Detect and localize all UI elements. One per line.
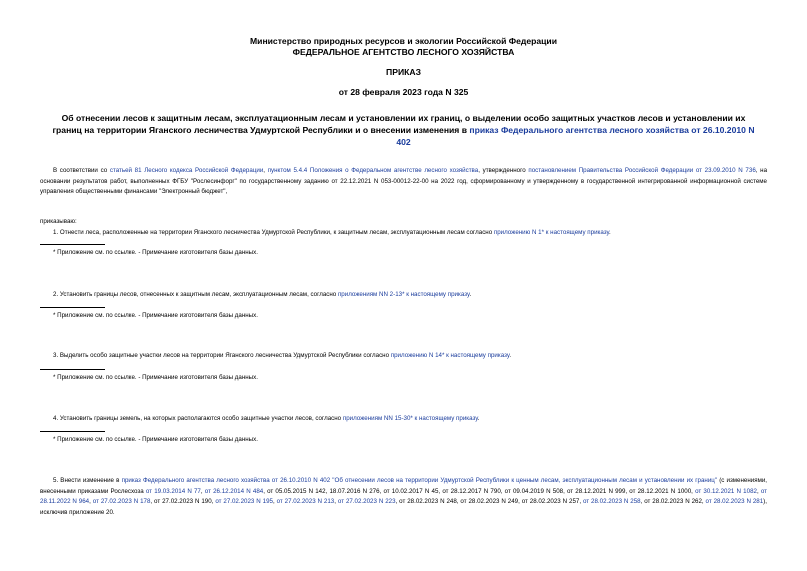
item-text: , от 28.02.2023 N 248, от 28.02.2023 N 249, от 28.02.2023 N 257, xyxy=(395,498,583,506)
item-text: , xyxy=(334,498,338,506)
amendment-link[interactable]: от 28.11.2022 N 964 xyxy=(40,487,767,506)
item-text: 2. Установить границы лесов, отнесенных к защитным лесам, эксплуатационным лесам, согласно xyxy=(53,291,338,298)
amendment-link[interactable]: от 27.02.2023 N 213 xyxy=(276,498,335,506)
order-word: приказываю: xyxy=(40,218,77,225)
item-text: ), исключив приложение 20. xyxy=(40,498,767,516)
amendment-link[interactable]: от 27.02.2023 N 195 xyxy=(215,498,273,506)
ministry-name: Министерство природных ресурсов и экологии Российской Федерации xyxy=(250,36,557,46)
preamble-text: , xyxy=(263,167,268,174)
footnote-separator xyxy=(40,431,105,432)
government-resolution-link[interactable]: постановлением Правительства Российской Федерации от 23.09.2010 N 736 xyxy=(528,167,756,174)
preamble-paragraph xyxy=(40,166,767,198)
amendment-link[interactable]: от 28.02.2023 N 258 xyxy=(582,498,641,506)
footnote-separator xyxy=(40,307,105,308)
item-text: . xyxy=(608,229,611,236)
item-text: (с изменениями, внесенными приказами Рослесхоза xyxy=(40,477,768,495)
item-text: , xyxy=(89,498,93,506)
item-text: . xyxy=(469,291,472,298)
item-text: . xyxy=(509,352,512,359)
item-text: , xyxy=(756,487,761,495)
appendices-2-13-link[interactable]: приложениям NN 2-13* к настоящему приказу xyxy=(337,291,470,298)
title-line-2: границ на территории Яганского лесничества Удмуртской Республики и о внесении изменения в xyxy=(52,125,470,135)
amendment-link[interactable]: от 19.03.2014 N 77 xyxy=(145,487,201,495)
amendment-link[interactable]: от 26.12.2014 N 484 xyxy=(204,487,264,495)
preamble-text: , утвержденного xyxy=(478,167,529,174)
document-title xyxy=(40,112,767,148)
footnote: * Приложение см. по ссылке. - Примечание изготовителя базы данных. xyxy=(53,312,258,319)
forest-code-link[interactable]: статьей 81 Лесного кодекса Российской Федерации xyxy=(109,167,264,174)
item-text: 3. Выделить особо защитные участки лесов на территории Яганского лесничества Удмуртской Республики согласно xyxy=(53,352,391,359)
item-text: , от 27.02.2023 N 190, xyxy=(150,498,216,506)
footnote: * Приложение см. по ссылке. - Примечание изготовителя базы данных. xyxy=(53,436,258,443)
item-text: , xyxy=(200,487,205,495)
item-text: , от 05.05.2015 N 142, 18.07.2016 N 276, от 10.02.2017 N 45, от 28.12.2017 N 790, от 09.04.2019 N 508, от 28.12.2021 N 999, от 28.12.2021 N 1000, xyxy=(263,487,696,495)
item-text: 1. Отнести леса, расположенные на территории Яганского лесничества Удмуртской Республики, к защитным лесам, эксплуатационным лесам согласно xyxy=(53,229,494,236)
amendment-link[interactable]: от 28.02.2023 N 281 xyxy=(705,498,764,506)
appendix-1-link[interactable]: приложению N 1* к настоящему приказу xyxy=(493,229,609,236)
agency-regulation-link[interactable]: пунктом 5.4.4 Положения о Федеральном агентстве лесного хозяйства xyxy=(267,167,479,174)
order-402-link[interactable]: приказ Федерального агентства лесного хозяйства от 26.10.2010 N 402 "Об отнесении лесов на территории Удмуртской Республики к ценным лесам, эксплуатационным лесам и установлении их границ" xyxy=(121,477,718,484)
document-type: ПРИКАЗ xyxy=(386,67,421,77)
order-item-5 xyxy=(40,476,767,518)
footnote: * Приложение см. по ссылке. - Примечание изготовителя базы данных. xyxy=(53,249,258,256)
item-text: 4. Установить границы земель, на которых располагаются особо защитные участки лесов, согласно xyxy=(53,415,343,422)
document-date-number: от 28 февраля 2023 года N 325 xyxy=(338,87,469,97)
amendment-link[interactable]: от 30.12.2021 N 1082 xyxy=(695,487,757,495)
order-item-3 xyxy=(40,351,767,362)
item-text: , от 28.02.2023 N 262, xyxy=(640,498,706,506)
title-line-1: Об отнесении лесов к защитным лесам, эксплуатационным лесам и установлении их границ, о выделении особо защитных участков лесов и установлении их xyxy=(61,113,746,123)
item-text: , xyxy=(272,498,277,506)
preamble-text: , на основании результатов работ, выполненных ФГБУ "Рослесинфорг" по государственному заданию от 22.12.2021 N 053-00012-22-00 на 2022 год, сформированному и утвержденному в государственной интегрированной информационной системе управления общественными финансами "Электронный бюджет", xyxy=(40,167,768,196)
amendment-link[interactable]: от 27.02.2023 N 223 xyxy=(337,498,396,506)
order-item-1 xyxy=(40,228,767,239)
order-item-4 xyxy=(40,414,767,425)
item-text: 5. Внести изменение в xyxy=(53,477,122,484)
preamble-text: В соответствии со xyxy=(53,167,110,174)
footnote-separator xyxy=(40,369,105,370)
amendment-link[interactable]: от 27.02.2023 N 178 xyxy=(92,498,151,506)
appendices-15-30-link[interactable]: приложениям NN 15-30* к настоящему приказу xyxy=(342,415,478,422)
item-text: . xyxy=(477,415,480,422)
title-amended-order-link[interactable]: приказ Федерального агентства лесного хозяйства от 26.10.2010 N xyxy=(469,125,755,135)
order-item-2 xyxy=(40,290,767,301)
title-amended-order-link-number[interactable]: 402 xyxy=(396,137,411,147)
footnote-separator xyxy=(40,244,105,245)
agency-name: ФЕДЕРАЛЬНОЕ АГЕНТСТВО ЛЕСНОГО ХОЗЯЙСТВА xyxy=(292,47,515,57)
footnote: * Приложение см. по ссылке. - Примечание изготовителя базы данных. xyxy=(53,374,258,381)
appendix-14-link[interactable]: приложению N 14* к настоящему приказу xyxy=(390,352,510,359)
